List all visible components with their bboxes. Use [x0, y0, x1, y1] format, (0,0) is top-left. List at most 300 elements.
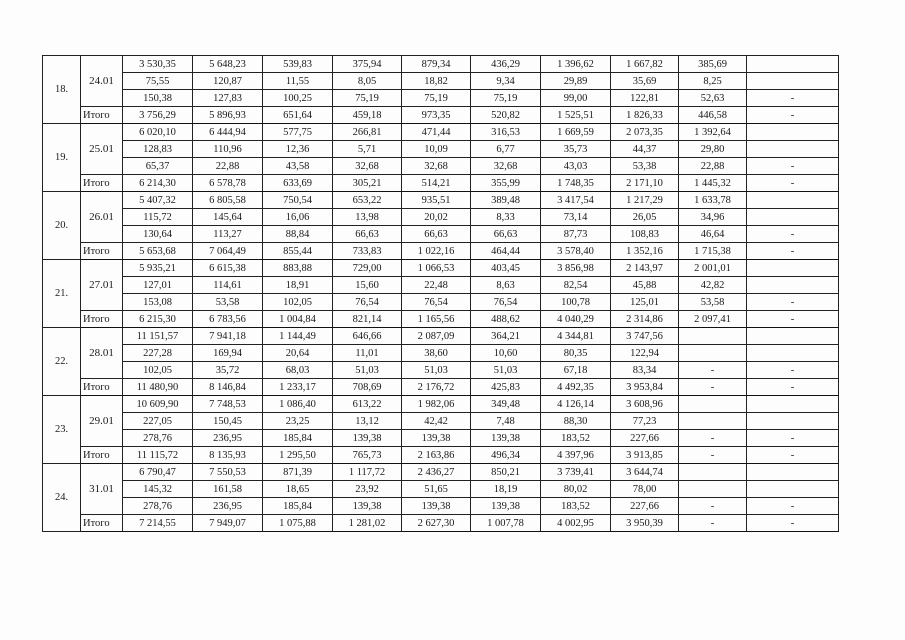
total-cell: 5 653,68 [123, 243, 193, 260]
total-cell: 633,69 [263, 175, 333, 192]
table-cell [679, 413, 747, 430]
table-cell: 139,38 [333, 498, 402, 515]
table-cell [747, 260, 839, 277]
total-cell: - [747, 379, 839, 396]
total-cell: 514,21 [402, 175, 471, 192]
table-cell [747, 192, 839, 209]
table-cell: 46,64 [679, 226, 747, 243]
total-cell: 1 075,88 [263, 515, 333, 532]
table-cell: 13,98 [333, 209, 402, 226]
table-cell: 113,27 [193, 226, 263, 243]
table-cell: 68,03 [263, 362, 333, 379]
table-row [43, 73, 839, 90]
row-number: 18. [43, 56, 81, 124]
table-row [43, 277, 839, 294]
total-cell: 708,69 [333, 379, 402, 396]
table-cell: 8,25 [679, 73, 747, 90]
table-cell [747, 277, 839, 294]
table-cell: 436,29 [471, 56, 541, 73]
total-cell: 305,21 [333, 175, 402, 192]
total-cell: 496,34 [471, 447, 541, 464]
table-row [43, 141, 839, 158]
table-cell: 1 066,53 [402, 260, 471, 277]
row-number: 22. [43, 328, 81, 396]
table-row [43, 90, 839, 107]
table-cell: 115,72 [123, 209, 193, 226]
table-cell: 6 615,38 [193, 260, 263, 277]
table-row [43, 192, 839, 209]
table-cell: 32,68 [333, 158, 402, 175]
table-cell: 16,06 [263, 209, 333, 226]
row-number: 20. [43, 192, 81, 260]
total-cell: 2 176,72 [402, 379, 471, 396]
date-cell: 27.01 [81, 260, 123, 311]
table-row [43, 226, 839, 243]
table-cell: 128,83 [123, 141, 193, 158]
table-cell: 161,58 [193, 481, 263, 498]
total-cell: 733,83 [333, 243, 402, 260]
total-cell: 11 480,90 [123, 379, 193, 396]
table-cell: 539,83 [263, 56, 333, 73]
table-cell: 45,88 [611, 277, 679, 294]
table-cell: 871,39 [263, 464, 333, 481]
table-cell: 35,69 [611, 73, 679, 90]
table-cell: 75,19 [333, 90, 402, 107]
total-cell: 5 896,93 [193, 107, 263, 124]
table-cell: 2 073,35 [611, 124, 679, 141]
table-cell: 5 407,32 [123, 192, 193, 209]
date-cell: 31.01 [81, 464, 123, 515]
table-cell: 75,19 [402, 90, 471, 107]
table-cell: 15,60 [333, 277, 402, 294]
table-cell: 385,69 [679, 56, 747, 73]
table-cell: 122,94 [611, 345, 679, 362]
table-cell: 1 392,64 [679, 124, 747, 141]
total-cell: 7 949,07 [193, 515, 263, 532]
table-cell: 278,76 [123, 498, 193, 515]
table-cell: 183,52 [541, 498, 611, 515]
table-row [43, 464, 839, 481]
total-cell: 1 715,38 [679, 243, 747, 260]
total-cell: 3 578,40 [541, 243, 611, 260]
table-cell: 227,66 [611, 498, 679, 515]
total-cell: 1 352,16 [611, 243, 679, 260]
table-cell: 100,78 [541, 294, 611, 311]
total-cell: 488,62 [471, 311, 541, 328]
table-row-total [43, 175, 839, 192]
table-cell: 8,33 [471, 209, 541, 226]
table-cell: 18,65 [263, 481, 333, 498]
total-cell: 6 214,30 [123, 175, 193, 192]
total-cell: - [747, 107, 839, 124]
table-cell: 139,38 [333, 430, 402, 447]
total-cell: 855,44 [263, 243, 333, 260]
table-row [43, 56, 839, 73]
table-cell: 65,37 [123, 158, 193, 175]
total-cell: 3 950,39 [611, 515, 679, 532]
table-cell: - [747, 498, 839, 515]
table-cell: - [747, 158, 839, 175]
table-row [43, 362, 839, 379]
table-cell: 236,95 [193, 498, 263, 515]
table-cell: 729,00 [333, 260, 402, 277]
total-cell: 3 756,29 [123, 107, 193, 124]
table-cell: 43,58 [263, 158, 333, 175]
table-cell: - [747, 430, 839, 447]
total-cell: - [679, 379, 747, 396]
total-cell: 4 492,35 [541, 379, 611, 396]
table-cell: - [679, 498, 747, 515]
table-cell: 10 609,90 [123, 396, 193, 413]
table-cell [747, 328, 839, 345]
table-row-total [43, 379, 839, 396]
total-cell: 4 002,95 [541, 515, 611, 532]
table-cell: 1 117,72 [333, 464, 402, 481]
table-cell: 4 126,14 [541, 396, 611, 413]
total-cell: 459,18 [333, 107, 402, 124]
table-row [43, 294, 839, 311]
table-cell: 99,00 [541, 90, 611, 107]
data-table [42, 55, 839, 532]
table-cell: 577,75 [263, 124, 333, 141]
table-cell: 87,73 [541, 226, 611, 243]
table-cell: 53,58 [679, 294, 747, 311]
table-cell [747, 413, 839, 430]
table-cell: 18,19 [471, 481, 541, 498]
table-cell: 122,81 [611, 90, 679, 107]
table-cell: 883,88 [263, 260, 333, 277]
total-label: Итого [81, 243, 123, 260]
table-cell: 120,87 [193, 73, 263, 90]
table-row-total [43, 447, 839, 464]
total-cell: - [747, 311, 839, 328]
table-cell: 11,01 [333, 345, 402, 362]
row-number: 24. [43, 464, 81, 532]
table-cell: 8,05 [333, 73, 402, 90]
table-row [43, 158, 839, 175]
table-cell: 32,68 [402, 158, 471, 175]
table-cell: 102,05 [123, 362, 193, 379]
total-cell: 2 097,41 [679, 311, 747, 328]
table-cell: 316,53 [471, 124, 541, 141]
table-cell: 169,94 [193, 345, 263, 362]
table-cell: 78,00 [611, 481, 679, 498]
table-cell: - [747, 226, 839, 243]
table-cell: 1 667,82 [611, 56, 679, 73]
table-cell: 139,38 [402, 498, 471, 515]
table-cell: 1 086,40 [263, 396, 333, 413]
total-cell: 2 314,86 [611, 311, 679, 328]
table-cell: 3 747,56 [611, 328, 679, 345]
total-label: Итого [81, 515, 123, 532]
table-cell: 1 633,78 [679, 192, 747, 209]
table-cell [747, 209, 839, 226]
total-label: Итого [81, 379, 123, 396]
table-cell [679, 396, 747, 413]
table-cell: 44,37 [611, 141, 679, 158]
table-cell: 12,36 [263, 141, 333, 158]
total-cell: - [679, 447, 747, 464]
table-cell: 53,38 [611, 158, 679, 175]
table-cell: 236,95 [193, 430, 263, 447]
total-cell: 425,83 [471, 379, 541, 396]
table-row [43, 209, 839, 226]
table-cell: 4 344,81 [541, 328, 611, 345]
table-cell: 227,05 [123, 413, 193, 430]
table-cell: 100,25 [263, 90, 333, 107]
table-cell: 29,80 [679, 141, 747, 158]
table-cell: 1 144,49 [263, 328, 333, 345]
table-row [43, 328, 839, 345]
table-cell: 1 669,59 [541, 124, 611, 141]
total-cell: 973,35 [402, 107, 471, 124]
table-cell: 80,02 [541, 481, 611, 498]
table-cell: 66,63 [402, 226, 471, 243]
total-cell: 1 022,16 [402, 243, 471, 260]
table-cell: 51,03 [333, 362, 402, 379]
table-cell: 66,63 [471, 226, 541, 243]
table-row [43, 481, 839, 498]
table-cell: 1 982,06 [402, 396, 471, 413]
table-cell: 75,19 [471, 90, 541, 107]
table-cell [747, 464, 839, 481]
table-cell: 7 748,53 [193, 396, 263, 413]
total-label: Итого [81, 447, 123, 464]
table-cell: 183,52 [541, 430, 611, 447]
table-cell: 110,96 [193, 141, 263, 158]
total-cell: 8 146,84 [193, 379, 263, 396]
table-cell: 88,30 [541, 413, 611, 430]
table-cell: 7 550,53 [193, 464, 263, 481]
table-cell: 750,54 [263, 192, 333, 209]
table-cell: 127,01 [123, 277, 193, 294]
table-cell: 10,60 [471, 345, 541, 362]
total-label: Итого [81, 311, 123, 328]
table-cell: 471,44 [402, 124, 471, 141]
table-cell: 130,64 [123, 226, 193, 243]
table-cell: 43,03 [541, 158, 611, 175]
table-cell: 153,08 [123, 294, 193, 311]
table-cell: 227,28 [123, 345, 193, 362]
table-cell: 1 396,62 [541, 56, 611, 73]
table-cell: 6 444,94 [193, 124, 263, 141]
table-cell: 150,45 [193, 413, 263, 430]
table-cell: 850,21 [471, 464, 541, 481]
table-cell: 88,84 [263, 226, 333, 243]
table-row [43, 413, 839, 430]
total-cell: 8 135,93 [193, 447, 263, 464]
table-cell [747, 56, 839, 73]
table-cell: 108,83 [611, 226, 679, 243]
table-cell: 6,77 [471, 141, 541, 158]
table-cell: 42,82 [679, 277, 747, 294]
total-cell: 464,44 [471, 243, 541, 260]
table-cell: 10,09 [402, 141, 471, 158]
date-cell: 24.01 [81, 56, 123, 107]
table-row [43, 498, 839, 515]
row-number: 23. [43, 396, 81, 464]
table-cell: 76,54 [471, 294, 541, 311]
table-cell: 364,21 [471, 328, 541, 345]
row-number: 19. [43, 124, 81, 192]
total-cell: 1 525,51 [541, 107, 611, 124]
total-cell: 4 040,29 [541, 311, 611, 328]
table-cell: 35,73 [541, 141, 611, 158]
table-cell: 26,05 [611, 209, 679, 226]
table-cell [679, 464, 747, 481]
table-cell: 5 935,21 [123, 260, 193, 277]
table-cell: 18,91 [263, 277, 333, 294]
total-cell: - [747, 175, 839, 192]
table-cell: 20,02 [402, 209, 471, 226]
table-cell: 75,55 [123, 73, 193, 90]
table-cell: 139,38 [402, 430, 471, 447]
table-cell: - [679, 430, 747, 447]
table-cell: 11,55 [263, 73, 333, 90]
table-cell: 278,76 [123, 430, 193, 447]
table-cell: 349,48 [471, 396, 541, 413]
table-cell: 185,84 [263, 430, 333, 447]
table-cell: 2 087,09 [402, 328, 471, 345]
total-cell: 520,82 [471, 107, 541, 124]
table-row [43, 345, 839, 362]
table-cell: 2 436,27 [402, 464, 471, 481]
table-cell: 6 790,47 [123, 464, 193, 481]
table-cell: 76,54 [402, 294, 471, 311]
table-cell: 1 217,29 [611, 192, 679, 209]
table-cell: 66,63 [333, 226, 402, 243]
table-cell: 145,64 [193, 209, 263, 226]
table-cell: 73,14 [541, 209, 611, 226]
table-cell: 2 001,01 [679, 260, 747, 277]
table-row-total [43, 243, 839, 260]
table-cell: 3 608,96 [611, 396, 679, 413]
total-cell: 651,64 [263, 107, 333, 124]
total-cell: 6 578,78 [193, 175, 263, 192]
row-number: 21. [43, 260, 81, 328]
table-cell [747, 141, 839, 158]
table-cell: - [747, 90, 839, 107]
date-cell: 28.01 [81, 328, 123, 379]
table-cell: 20,64 [263, 345, 333, 362]
total-cell: 7 064,49 [193, 243, 263, 260]
total-cell: 3 913,85 [611, 447, 679, 464]
table-cell: 227,66 [611, 430, 679, 447]
table-cell: 23,92 [333, 481, 402, 498]
table-cell: 77,23 [611, 413, 679, 430]
table-cell: 22,48 [402, 277, 471, 294]
table-cell: 42,42 [402, 413, 471, 430]
table-cell: 51,65 [402, 481, 471, 498]
total-cell: - [747, 515, 839, 532]
table-cell: 6 805,58 [193, 192, 263, 209]
table-cell: 2 143,97 [611, 260, 679, 277]
table-row [43, 396, 839, 413]
total-cell: 7 214,55 [123, 515, 193, 532]
table-cell: 375,94 [333, 56, 402, 73]
total-cell: 446,58 [679, 107, 747, 124]
table-cell: - [679, 362, 747, 379]
total-cell: 2 171,10 [611, 175, 679, 192]
table-cell: 150,38 [123, 90, 193, 107]
table-cell: 6 020,10 [123, 124, 193, 141]
table-cell: 185,84 [263, 498, 333, 515]
total-cell: 1 281,02 [333, 515, 402, 532]
total-cell: 1 004,84 [263, 311, 333, 328]
total-cell: - [679, 515, 747, 532]
table-cell: 35,72 [193, 362, 263, 379]
table-cell: 125,01 [611, 294, 679, 311]
table-cell: 389,48 [471, 192, 541, 209]
total-cell: 3 953,84 [611, 379, 679, 396]
table-cell: 145,32 [123, 481, 193, 498]
total-cell: 11 115,72 [123, 447, 193, 464]
date-cell: 26.01 [81, 192, 123, 243]
table-cell [747, 124, 839, 141]
table-cell: 22,88 [193, 158, 263, 175]
table-cell: 8,63 [471, 277, 541, 294]
total-cell: 1 165,56 [402, 311, 471, 328]
table-cell: 266,81 [333, 124, 402, 141]
table-cell: 18,82 [402, 73, 471, 90]
table-cell: 5,71 [333, 141, 402, 158]
total-cell: 821,14 [333, 311, 402, 328]
total-cell: - [747, 243, 839, 260]
total-cell: 2 163,86 [402, 447, 471, 464]
table-cell: 127,83 [193, 90, 263, 107]
table-cell: 3 530,35 [123, 56, 193, 73]
table-cell: 29,89 [541, 73, 611, 90]
table-cell: 76,54 [333, 294, 402, 311]
table-cell: 7 941,18 [193, 328, 263, 345]
table-cell [679, 345, 747, 362]
table-cell: 7,48 [471, 413, 541, 430]
table-cell: 5 648,23 [193, 56, 263, 73]
table-cell: 879,34 [402, 56, 471, 73]
table-cell [679, 481, 747, 498]
table-cell: 83,34 [611, 362, 679, 379]
table-row [43, 260, 839, 277]
table-cell: 11 151,57 [123, 328, 193, 345]
date-cell: 29.01 [81, 396, 123, 447]
table-cell: 3 644,74 [611, 464, 679, 481]
total-label: Итого [81, 107, 123, 124]
table-cell [747, 481, 839, 498]
table-cell: 34,96 [679, 209, 747, 226]
table-row [43, 124, 839, 141]
table-cell: 22,88 [679, 158, 747, 175]
total-cell: 355,99 [471, 175, 541, 192]
total-cell: 765,73 [333, 447, 402, 464]
table-cell: 51,03 [471, 362, 541, 379]
table-row-total [43, 107, 839, 124]
table-cell: 52,63 [679, 90, 747, 107]
table-cell: 53,58 [193, 294, 263, 311]
table-cell: 3 739,41 [541, 464, 611, 481]
table-cell: 38,60 [402, 345, 471, 362]
table-cell: 653,22 [333, 192, 402, 209]
table-cell: - [747, 362, 839, 379]
table-row-total [43, 311, 839, 328]
total-cell: - [747, 447, 839, 464]
total-cell: 1 445,32 [679, 175, 747, 192]
table-cell [679, 328, 747, 345]
table-cell: 9,34 [471, 73, 541, 90]
total-cell: 6 215,30 [123, 311, 193, 328]
table-cell: 114,61 [193, 277, 263, 294]
table-cell: 646,66 [333, 328, 402, 345]
total-cell: 1 748,35 [541, 175, 611, 192]
